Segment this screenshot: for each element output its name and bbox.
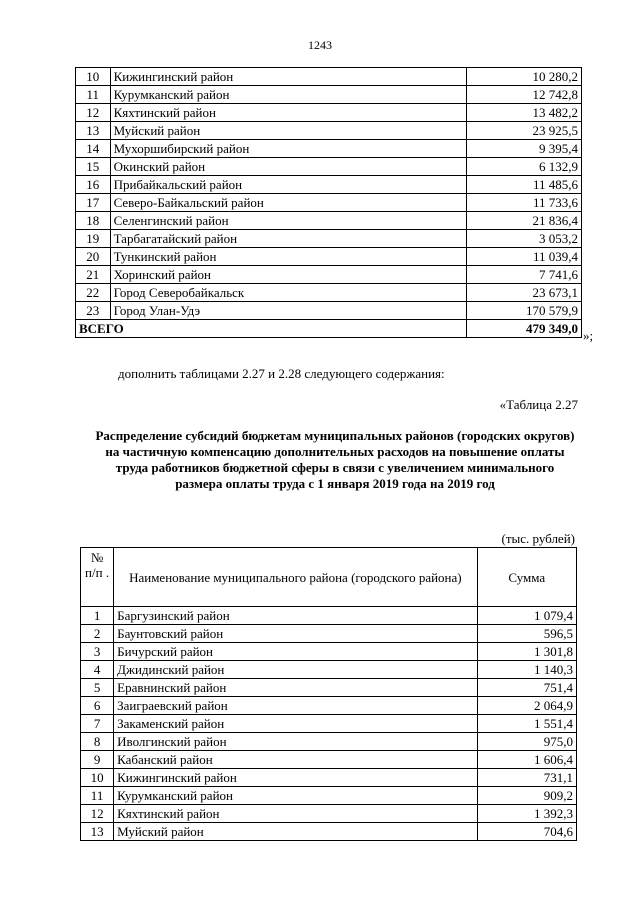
page-number: 1243 <box>308 38 332 52</box>
row-sum: 1 140,3 <box>477 661 576 679</box>
table-row <box>76 122 582 140</box>
total-row <box>76 320 582 338</box>
row-district-name: Город Улан-Удэ <box>110 302 466 320</box>
table-row <box>81 733 577 751</box>
row-district-name: Курумканский район <box>114 787 477 805</box>
table-row <box>76 230 582 248</box>
row-sum: 23 673,1 <box>466 284 581 302</box>
row-number: 11 <box>81 787 114 805</box>
row-number: 18 <box>76 212 111 230</box>
table-row <box>81 751 577 769</box>
row-district-name: Окинский район <box>110 158 466 176</box>
table-label: «Таблица 2.27 <box>499 397 578 412</box>
row-sum: 1 079,4 <box>477 607 576 625</box>
table-row <box>81 607 577 625</box>
row-number: 4 <box>81 661 114 679</box>
row-district-name: Хоринский район <box>110 266 466 284</box>
row-district-name: Закаменский район <box>114 715 477 733</box>
row-district-name: Мухоршибирский район <box>110 140 466 158</box>
table-row <box>76 68 582 86</box>
row-number: 1 <box>81 607 114 625</box>
row-sum: 1 392,3 <box>477 805 576 823</box>
total-label: ВСЕГО <box>76 320 467 338</box>
row-number: 6 <box>81 697 114 715</box>
table-row <box>81 715 577 733</box>
row-sum: 23 925,5 <box>466 122 581 140</box>
row-sum: 170 579,9 <box>466 302 581 320</box>
table-row <box>81 805 577 823</box>
distribution-table-body <box>81 607 577 841</box>
row-number: 12 <box>81 805 114 823</box>
table-row <box>76 140 582 158</box>
table-row <box>81 643 577 661</box>
row-district-name: Муйский район <box>114 823 477 841</box>
row-number: 21 <box>76 266 111 284</box>
table-row <box>81 625 577 643</box>
row-sum: 10 280,2 <box>466 68 581 86</box>
row-number: 16 <box>76 176 111 194</box>
row-sum: 1 301,8 <box>477 643 576 661</box>
row-district-name: Кижингинский район <box>110 68 466 86</box>
row-district-name: Кижингинский район <box>114 769 477 787</box>
table-row <box>81 679 577 697</box>
row-number: 17 <box>76 194 111 212</box>
table-row <box>81 787 577 805</box>
row-number: 23 <box>76 302 111 320</box>
row-number: 13 <box>81 823 114 841</box>
table-row <box>81 697 577 715</box>
table-row <box>76 86 582 104</box>
row-district-name: Кяхтинский район <box>114 805 477 823</box>
table-row <box>81 661 577 679</box>
row-district-name: Тарбагатайский район <box>110 230 466 248</box>
row-district-name: Еравнинский район <box>114 679 477 697</box>
total-suffix: »; <box>583 328 594 343</box>
header-district-name: Наименование муниципального района (городского района) <box>114 548 477 607</box>
row-district-name: Иволгинский район <box>114 733 477 751</box>
row-sum: 11 039,4 <box>466 248 581 266</box>
table-row <box>81 823 577 841</box>
row-sum: 704,6 <box>477 823 576 841</box>
row-sum: 6 132,9 <box>466 158 581 176</box>
row-number: 15 <box>76 158 111 176</box>
row-sum: 1 606,4 <box>477 751 576 769</box>
row-sum: 11 733,6 <box>466 194 581 212</box>
row-district-name: Город Северобайкальск <box>110 284 466 302</box>
continued-table-body <box>76 68 582 338</box>
row-sum: 13 482,2 <box>466 104 581 122</box>
row-number: 7 <box>81 715 114 733</box>
row-number: 10 <box>81 769 114 787</box>
row-district-name: Курумканский район <box>110 86 466 104</box>
row-number: 12 <box>76 104 111 122</box>
row-district-name: Джидинский район <box>114 661 477 679</box>
row-district-name: Бичурский район <box>114 643 477 661</box>
subsidy-distribution-table <box>80 547 577 841</box>
row-district-name: Северо-Байкальский район <box>110 194 466 212</box>
table-caption: Распределение субсидий бюджетам муниципальных районов (городских округов) на частичную компенсацию дополнительных расходов на повышение оплаты труда работников бюджетной сферы в связи с увеличением минимального размера оплаты труда с 1 января 2019 года на 2019 год <box>95 428 575 491</box>
row-sum: 11 485,6 <box>466 176 581 194</box>
table-row <box>76 248 582 266</box>
row-number: 8 <box>81 733 114 751</box>
row-sum: 596,5 <box>477 625 576 643</box>
units-label: (тыс. рублей) <box>501 531 575 546</box>
row-sum: 751,4 <box>477 679 576 697</box>
row-number: 22 <box>76 284 111 302</box>
table-header-row <box>81 548 577 607</box>
row-number: 2 <box>81 625 114 643</box>
row-number: 3 <box>81 643 114 661</box>
row-sum: 909,2 <box>477 787 576 805</box>
row-sum: 3 053,2 <box>466 230 581 248</box>
table-row <box>76 266 582 284</box>
continued-subsidy-table <box>75 67 582 338</box>
row-district-name: Заиграевский район <box>114 697 477 715</box>
row-district-name: Баргузинский район <box>114 607 477 625</box>
table-row <box>76 194 582 212</box>
row-district-name: Кяхтинский район <box>110 104 466 122</box>
row-sum: 731,1 <box>477 769 576 787</box>
row-number: 5 <box>81 679 114 697</box>
row-district-name: Прибайкальский район <box>110 176 466 194</box>
header-number: № п/п . <box>81 548 114 607</box>
amendment-paragraph: дополнить таблицами 2.27 и 2.28 следующего содержания: <box>118 366 445 381</box>
row-number: 11 <box>76 86 111 104</box>
table-row <box>76 302 582 320</box>
row-sum: 12 742,8 <box>466 86 581 104</box>
table-row <box>76 212 582 230</box>
row-district-name: Муйский район <box>110 122 466 140</box>
row-number: 9 <box>81 751 114 769</box>
table-row <box>76 104 582 122</box>
row-district-name: Тункинский район <box>110 248 466 266</box>
table-row <box>76 176 582 194</box>
row-number: 19 <box>76 230 111 248</box>
row-sum: 9 395,4 <box>466 140 581 158</box>
row-number: 14 <box>76 140 111 158</box>
row-district-name: Кабанский район <box>114 751 477 769</box>
header-sum: Сумма <box>477 548 576 607</box>
row-sum: 1 551,4 <box>477 715 576 733</box>
row-number: 20 <box>76 248 111 266</box>
row-district-name: Баунтовский район <box>114 625 477 643</box>
table-row <box>81 769 577 787</box>
row-sum: 21 836,4 <box>466 212 581 230</box>
table-row <box>76 284 582 302</box>
row-district-name: Селенгинский район <box>110 212 466 230</box>
row-number: 13 <box>76 122 111 140</box>
row-number: 10 <box>76 68 111 86</box>
table-row <box>76 158 582 176</box>
total-sum: 479 349,0 <box>466 320 581 338</box>
row-sum: 975,0 <box>477 733 576 751</box>
row-sum: 2 064,9 <box>477 697 576 715</box>
row-sum: 7 741,6 <box>466 266 581 284</box>
